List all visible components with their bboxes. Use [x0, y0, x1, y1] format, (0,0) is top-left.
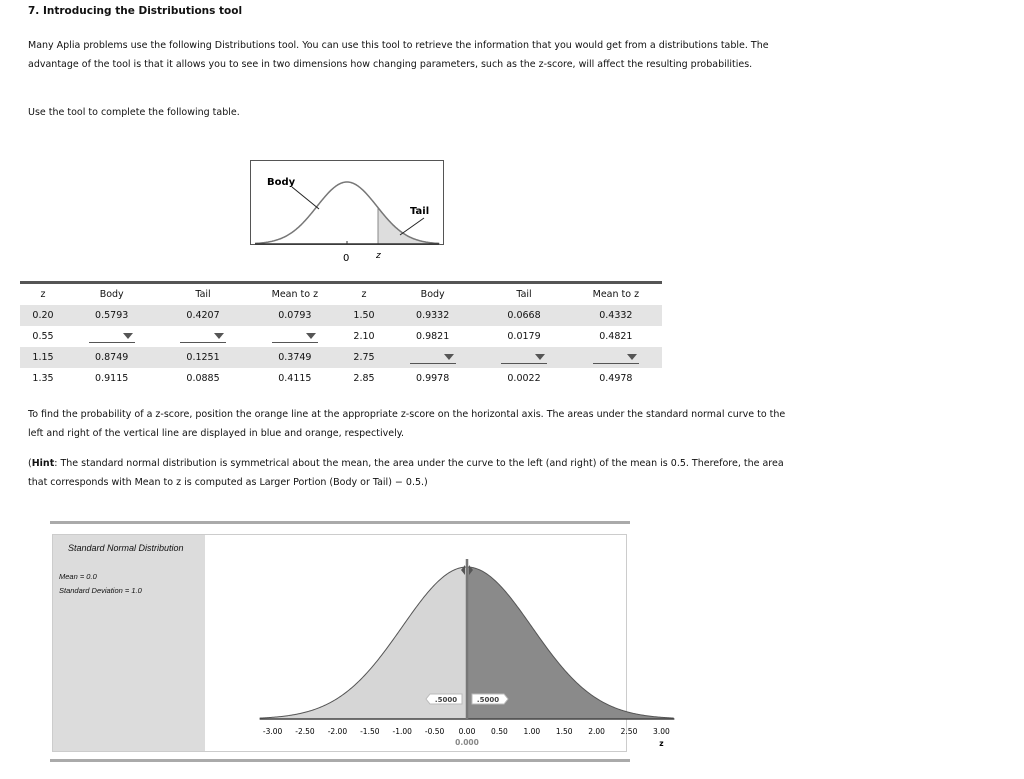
table-cell [478, 347, 569, 368]
table-cell: 2.85 [353, 373, 375, 384]
table-row [20, 326, 662, 347]
z-value-readout: 0.000 [455, 738, 479, 747]
tool-bottom-border [50, 759, 630, 762]
x-tick-label: -1.00 [392, 727, 412, 736]
x-tick-label: -2.50 [295, 727, 315, 736]
x-tick-label: 1.00 [523, 727, 541, 736]
answer-dropdown[interactable] [89, 330, 135, 343]
answer-dropdown[interactable] [501, 351, 547, 364]
table-row [20, 347, 662, 368]
table-cell: 2.10 [353, 331, 375, 342]
table-cell [157, 326, 248, 347]
tail-label: Tail [410, 206, 430, 217]
answer-dropdown[interactable] [180, 330, 226, 343]
x-tick-label: -3.00 [262, 727, 283, 736]
column-header: Body [99, 289, 124, 300]
column-header: Mean to z [592, 289, 640, 300]
svg-text:.5000: .5000 [476, 696, 500, 704]
table-cell: 0.4821 [599, 331, 633, 342]
column-header: Tail [516, 289, 532, 300]
x-tick-label: 0.50 [491, 727, 508, 736]
hint-text: (Hint: The standard normal distribution is symmetrical about the mean, the area under the curve to the left (and right) of the mean is 0.5. Therefore, the area that corresponds with Mean to z is computed as Larger Portion (Body or Tail) − 0.5.) [28, 458, 784, 488]
zero-label: 0 [343, 253, 350, 264]
table-cell: 1.35 [32, 373, 54, 384]
column-header: Tail [195, 289, 211, 300]
answer-dropdown[interactable] [272, 330, 318, 343]
column-header: z [361, 289, 367, 300]
table-cell: 0.0668 [478, 305, 569, 326]
table-cell: 0.3749 [249, 347, 341, 368]
table-cell: 1.15 [20, 347, 66, 368]
table-cell: 0.0022 [507, 373, 541, 384]
table-cell: 0.9821 [416, 331, 450, 342]
answer-dropdown[interactable] [593, 351, 639, 364]
table-cell: 0.55 [32, 331, 54, 342]
distribution-table [20, 281, 662, 389]
table-cell: 0.8749 [66, 347, 157, 368]
distributions-tool [52, 534, 670, 752]
hint-label: Hint [31, 458, 55, 469]
body-tail-diagram [250, 160, 444, 270]
x-tick-label: 3.00 [653, 727, 670, 736]
table-cell: 0.5793 [66, 305, 157, 326]
table-cell: 0.0793 [249, 305, 341, 326]
table-cell: 2.75 [341, 347, 387, 368]
intro-text: Many Aplia problems use the following Distributions tool. You can use this tool to retrieve the information that you would get from a distributions table. The advantage of the tool is that it allows you to see in two dimensions how changing parameters, such as the z-score, will affect the resulting probabilities. [28, 40, 769, 70]
table-cell: 0.4207 [157, 305, 248, 326]
table-cell: 0.4115 [278, 373, 312, 384]
table-cell: 0.4332 [570, 305, 662, 326]
mean-label: Mean = 0.0 [59, 572, 97, 581]
table-cell: 0.0179 [507, 331, 541, 342]
normal-distribution-plot[interactable] [206, 535, 670, 751]
z-label: z [376, 251, 381, 261]
left-area-label [426, 694, 462, 704]
x-axis-label: z [659, 739, 664, 748]
table-cell: 0.9978 [416, 373, 450, 384]
column-header: Body [420, 289, 445, 300]
table-cell [387, 347, 478, 368]
tool-top-border [50, 521, 630, 524]
table-cell: 0.1251 [157, 347, 248, 368]
body-label: Body [267, 177, 296, 188]
table-cell [570, 347, 662, 368]
hint-body: : The standard normal distribution is symmetrical about the mean, the area under the curve to the left (and right) of the mean is 0.5. Therefore, the area that corresponds with Mean to z is computed as Larger Portion (Body or Tail) − 0.5.) [28, 458, 784, 488]
x-tick-label: -2.00 [327, 727, 348, 736]
table-cell: 0.0885 [186, 373, 220, 384]
table-cell [66, 326, 157, 347]
x-tick-label: 1.50 [555, 727, 573, 736]
table-cell [249, 326, 341, 347]
x-tick-label: 2.50 [620, 727, 638, 736]
column-header: Mean to z [271, 289, 319, 300]
x-tick-label: -0.50 [424, 727, 445, 736]
table-cell: 0.4978 [599, 373, 633, 384]
table-cell: 0.9332 [387, 305, 478, 326]
table-cell: 0.20 [20, 305, 66, 326]
column-header: z [40, 289, 46, 300]
table-row [20, 305, 662, 326]
table-cell: 1.50 [341, 305, 387, 326]
x-tick-label: -1.50 [360, 727, 380, 736]
svg-text:.5000: .5000 [434, 696, 458, 704]
table-cell: 0.9115 [95, 373, 129, 384]
x-tick-label: 2.00 [588, 727, 605, 736]
tool-info-panel [53, 535, 205, 751]
answer-dropdown[interactable] [410, 351, 456, 364]
right-area-label [472, 694, 508, 704]
x-tick-label: 0.00 [458, 727, 476, 736]
sd-label: Standard Deviation = 1.0 [59, 586, 142, 595]
table-row [20, 368, 662, 389]
tool-title: Standard Normal Distribution [68, 543, 184, 553]
tool-instructions: To find the probability of a z-score, position the orange line at the appropriate z-score on the horizontal axis. The areas under the standard normal curve to the left and right of the vertical line are displayed in blue and orange, respectively. [28, 409, 786, 439]
instruction-text: Use the tool to complete the following table. [28, 107, 240, 118]
page-title: 7. Introducing the Distributions tool [28, 5, 243, 17]
